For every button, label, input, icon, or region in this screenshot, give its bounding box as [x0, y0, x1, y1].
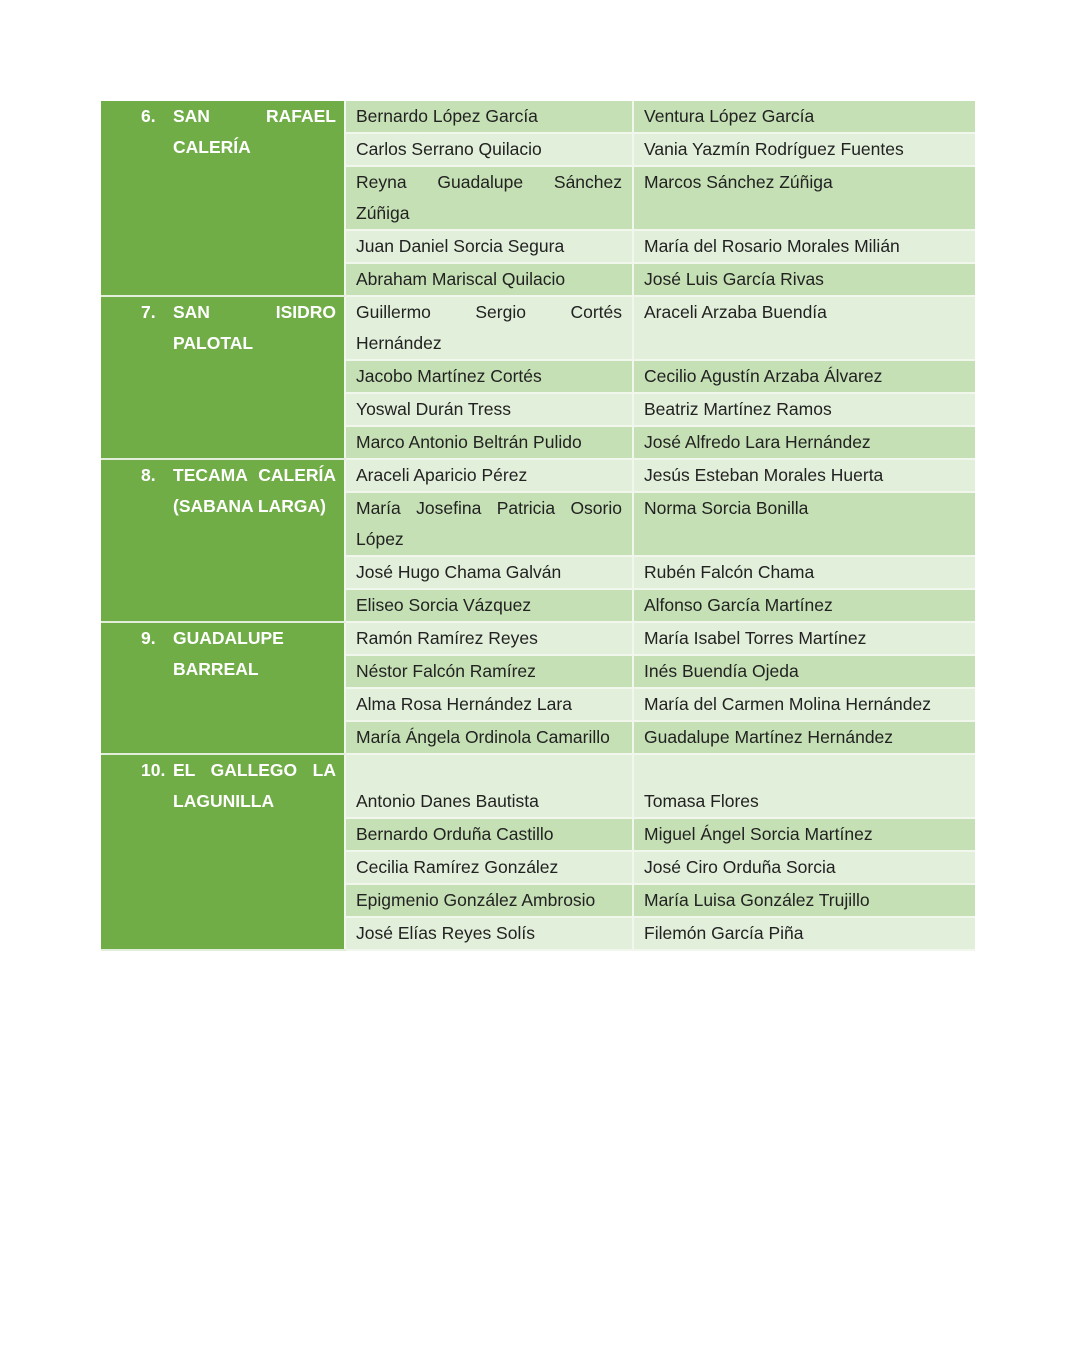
community-name: SAN RAFAEL CALERÍA	[173, 106, 336, 157]
member-name: Bernardo López García	[356, 106, 538, 126]
member-name-cell	[345, 263, 633, 296]
member-name-cell	[345, 133, 633, 166]
community-name: TECAMA CALERÍA (SABANA LARGA)	[173, 465, 336, 516]
community-label	[101, 755, 344, 817]
community-number: 10.	[141, 760, 166, 780]
member-name: Yoswal Durán Tress	[356, 399, 511, 419]
member-name: Marco Antonio Beltrán Pulido	[356, 432, 582, 452]
partner-name-cell	[633, 622, 975, 655]
member-name: Alma Rosa Hernández Lara	[356, 694, 572, 714]
partner-name: Alfonso García Martínez	[644, 595, 833, 615]
partner-name-cell	[633, 393, 975, 426]
table-row	[101, 101, 975, 133]
member-name: Jacobo Martínez Cortés	[356, 366, 542, 386]
partner-name: Miguel Ángel Sorcia Martínez	[644, 824, 873, 844]
partner-name-cell	[633, 688, 975, 721]
community-name: EL GALLEGO LA LAGUNILLA	[173, 760, 336, 811]
partner-name-cell	[633, 101, 975, 133]
member-name-cell	[345, 393, 633, 426]
member-name-cell	[345, 754, 633, 818]
partner-name: José Luis García Rivas	[644, 269, 824, 289]
member-name: José Hugo Chama Galván	[356, 562, 562, 582]
partner-name: Guadalupe Martínez Hernández	[644, 727, 894, 747]
community-number: 6.	[141, 106, 156, 126]
partner-name-cell	[633, 360, 975, 393]
member-name-cell	[345, 101, 633, 133]
member-name-cell	[345, 360, 633, 393]
community-number: 8.	[141, 465, 156, 485]
partner-name: María Isabel Torres Martínez	[644, 628, 867, 648]
member-name-cell	[345, 166, 633, 230]
member-name-cell	[345, 851, 633, 884]
member-name: Reyna Guadalupe Sánchez Zúñiga	[356, 172, 622, 223]
member-name-cell	[345, 884, 633, 917]
partner-name: María del Carmen Molina Hernández	[644, 694, 931, 714]
member-name: Abraham Mariscal Quilacio	[356, 269, 566, 289]
partner-name-cell	[633, 556, 975, 589]
partner-name-cell	[633, 230, 975, 263]
partner-name-cell	[633, 492, 975, 556]
member-name: Antonio Danes Bautista	[356, 791, 539, 811]
member-name-cell	[345, 230, 633, 263]
partner-name: Filemón García Piña	[644, 923, 804, 943]
partner-name-cell	[633, 721, 975, 754]
partner-name-cell	[633, 133, 975, 166]
member-name-cell	[345, 426, 633, 459]
member-name: Guillermo Sergio Cortés Hernández	[356, 302, 622, 353]
community-label	[101, 460, 344, 522]
partner-name: Marcos Sánchez Zúñiga	[644, 172, 833, 192]
community-label	[101, 101, 344, 163]
community-group-cell	[101, 459, 345, 622]
member-name-cell	[345, 589, 633, 622]
community-group-cell	[101, 101, 345, 296]
community-label	[101, 623, 344, 685]
table-row	[101, 754, 975, 818]
member-name-cell	[345, 459, 633, 492]
community-name: GUADALUPE BARREAL	[173, 628, 284, 679]
table-body	[101, 101, 975, 950]
partner-name-cell	[633, 851, 975, 884]
member-name: José Elías Reyes Solís	[356, 923, 535, 943]
partner-name: Ventura López García	[644, 106, 815, 126]
member-name: Eliseo Sorcia Vázquez	[356, 595, 532, 615]
partner-name: María del Rosario Morales Milián	[644, 236, 900, 256]
partner-name: Vania Yazmín Rodríguez Fuentes	[644, 139, 904, 159]
community-number: 9.	[141, 628, 156, 648]
member-name: María Ángela Ordinola Camarillo	[356, 727, 610, 747]
member-name: Araceli Aparicio Pérez	[356, 465, 528, 485]
partner-name: Araceli Arzaba Buendía	[644, 302, 827, 322]
member-name: Ramón Ramírez Reyes	[356, 628, 538, 648]
member-name-cell	[345, 622, 633, 655]
partner-name: María Luisa González Trujillo	[644, 890, 870, 910]
partner-name-cell	[633, 655, 975, 688]
partner-name: Cecilio Agustín Arzaba Álvarez	[644, 366, 883, 386]
member-name-cell	[345, 818, 633, 851]
member-name-cell	[345, 296, 633, 360]
partner-name-cell	[633, 166, 975, 230]
partner-name-cell	[633, 263, 975, 296]
partner-name: José Ciro Orduña Sorcia	[644, 857, 836, 877]
partner-name-cell	[633, 754, 975, 818]
partner-name: Rubén Falcón Chama	[644, 562, 815, 582]
community-group-cell	[101, 622, 345, 754]
member-name: Bernardo Orduña Castillo	[356, 824, 554, 844]
partner-name-cell	[633, 426, 975, 459]
table-row	[101, 296, 975, 360]
member-name-cell	[345, 492, 633, 556]
community-group-cell	[101, 296, 345, 459]
table-row	[101, 459, 975, 492]
partner-name: Jesús Esteban Morales Huerta	[644, 465, 884, 485]
partner-name-cell	[633, 296, 975, 360]
member-name-cell	[345, 556, 633, 589]
community-label	[101, 297, 344, 359]
community-number: 7.	[141, 302, 156, 322]
member-name: Néstor Falcón Ramírez	[356, 661, 536, 681]
community-name: SAN ISIDRO PALOTAL	[173, 302, 336, 353]
member-name: Juan Daniel Sorcia Segura	[356, 236, 565, 256]
partner-name: Norma Sorcia Bonilla	[644, 498, 809, 518]
member-name: Cecilia Ramírez González	[356, 857, 559, 877]
partner-name-cell	[633, 818, 975, 851]
member-name: Carlos Serrano Quilacio	[356, 139, 542, 159]
partner-name: Tomasa Flores	[644, 791, 759, 811]
member-name-cell	[345, 721, 633, 754]
member-name: María Josefina Patricia Osorio López	[356, 498, 622, 549]
partner-name-cell	[633, 917, 975, 950]
partner-name-cell	[633, 884, 975, 917]
member-name-cell	[345, 688, 633, 721]
partner-name: Beatriz Martínez Ramos	[644, 399, 832, 419]
table-row	[101, 622, 975, 655]
partner-name-cell	[633, 459, 975, 492]
community-group-cell	[101, 754, 345, 950]
partner-name: Inés Buendía Ojeda	[644, 661, 799, 681]
member-name: Epigmenio González Ambrosio	[356, 890, 596, 910]
partner-name: José Alfredo Lara Hernández	[644, 432, 871, 452]
member-name-cell	[345, 917, 633, 950]
member-name-cell	[345, 655, 633, 688]
community-members-table	[101, 101, 975, 951]
partner-name-cell	[633, 589, 975, 622]
